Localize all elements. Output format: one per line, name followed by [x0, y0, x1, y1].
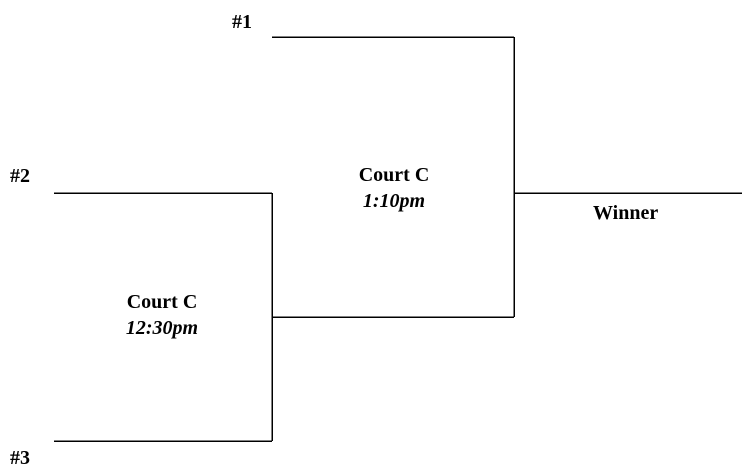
seed1-label: #1 [232, 11, 252, 33]
first-round-time: 12:30pm [125, 317, 199, 339]
seed2-label: #2 [10, 165, 30, 187]
final-time: 1:10pm [362, 190, 426, 212]
first-round-court: Court C [126, 291, 198, 313]
final-match-info [334, 162, 454, 214]
winner-label: Winner [593, 202, 659, 224]
first-round-match-info [102, 289, 222, 341]
final-court: Court C [358, 164, 430, 186]
seed3-label: #3 [10, 447, 30, 469]
